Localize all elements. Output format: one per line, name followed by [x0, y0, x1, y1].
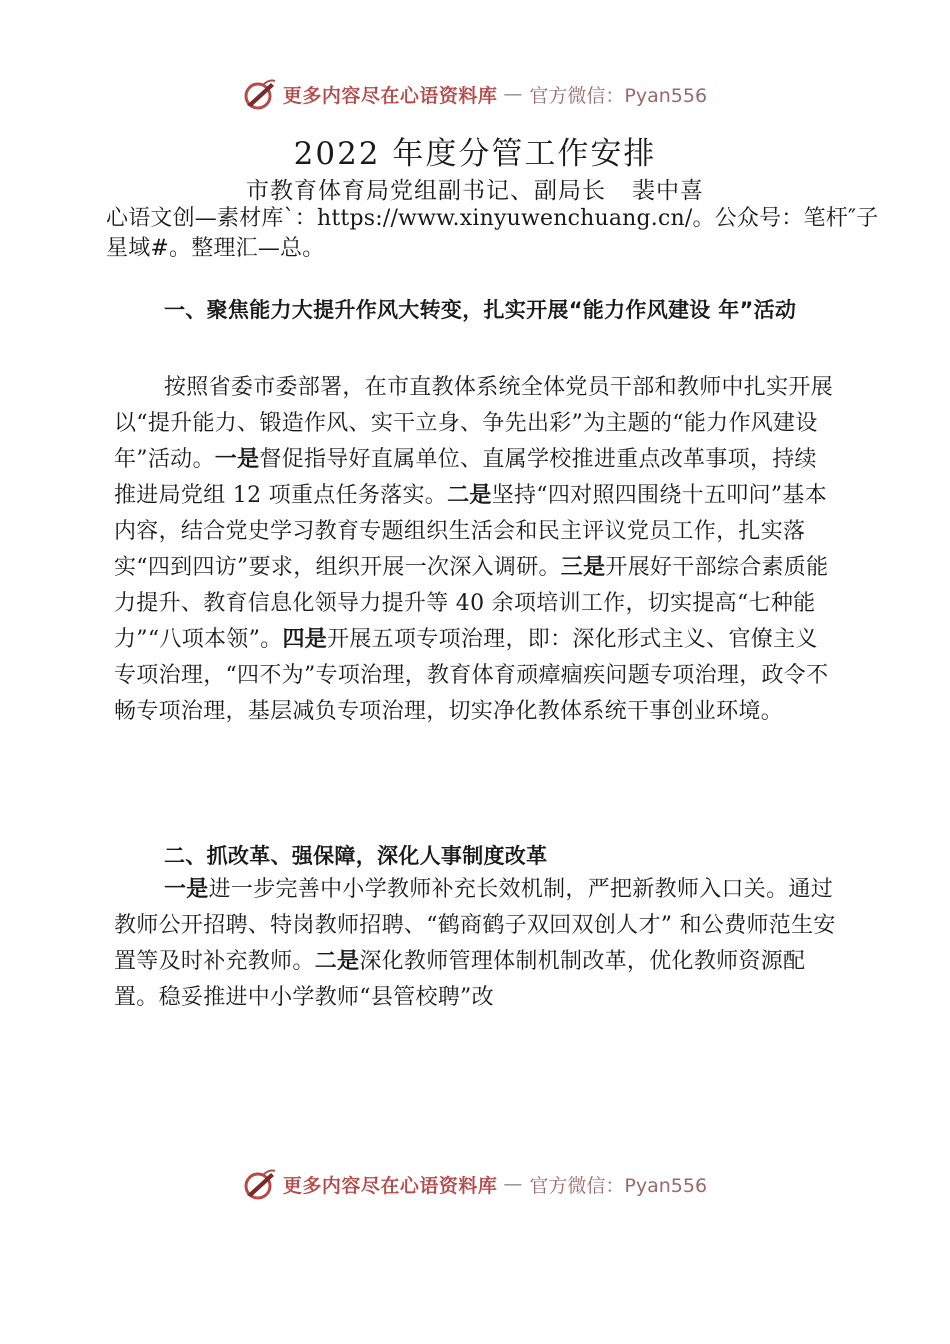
item-marker: 二是	[447, 483, 492, 508]
watermark-separator: —	[503, 1173, 524, 1195]
item-text: 进一步完善中小学教师补充长效机制，严把新教师入口关。通过教师公开招聘、特岗教师招聘、“鹤商鹤子双回双创人才” 和公费师范生安置等及时补充教师。	[114, 877, 836, 974]
item-marker: 二是	[314, 949, 360, 974]
source-note: 心语文创—素材库`：https://www.xinyuwenchuang.cn/。公众号：笔杆″子星域#。整理汇—总。	[106, 206, 879, 261]
item-marker: 四是	[282, 627, 328, 652]
item-marker: 三是	[560, 555, 606, 580]
section-2-paragraph	[114, 872, 836, 1016]
ink-brush-logo-icon	[243, 77, 277, 111]
section-1-intro: 按照省委市委部署，在市直教体系统全体党员干部和教师中扎实开展以“提升能力、锻造作风、实干立身、争先出彩”为主题的“能力作风建设年”活动。	[114, 375, 834, 472]
item-marker: 一是	[214, 447, 260, 472]
ink-brush-logo-icon	[243, 1167, 277, 1201]
watermark-footer	[0, 1164, 950, 1204]
item-text: 坚持“四对照四围绕十五叩问”基本内容，结合党史学习教育专题组织生活会和民主评议党员工作，扎实落实“四到四访”要求，组织开展一次深入调研。	[114, 483, 827, 580]
watermark-contact: 官方微信：Pyan556	[529, 84, 708, 107]
watermark-header	[0, 74, 950, 114]
section-2-heading: 二、抓改革、强保障，深化人事制度改革	[164, 844, 548, 868]
section-1-heading: 一、聚焦能力大提升作风大转变，扎实开展“能力作风建设 年”活动	[164, 298, 797, 322]
watermark-text: 更多内容尽在心语资料库	[282, 84, 498, 107]
item-marker: 一是	[164, 877, 209, 902]
author-name: 裴中喜	[632, 178, 704, 204]
author-role: 市教育体育局党组副书记、副局长	[246, 178, 606, 204]
item-text: 开展五项专项治理，即：深化形式主义、官僚主义专项治理，“四不为”专项治理，教育体育顽瘴痼疾问题专项治理，政令不畅专项治理，基层减负专项治理，切实净化教体系统干事创业环境。	[114, 627, 829, 724]
item-text: 深化教师管理体制机制改革，优化教师资源配置。稳妥推进中小学教师“县管校聘”改	[114, 949, 806, 1010]
watermark-contact: 官方微信：Pyan556	[529, 1174, 708, 1197]
section-1-paragraph	[114, 370, 836, 730]
item-text: 开展好干部综合素质能力提升、教育信息化领导力提升等 40 余项培训工作，切实提高“七种能力”“八项本领”。	[114, 555, 829, 652]
watermark-separator: —	[503, 83, 524, 105]
watermark-text: 更多内容尽在心语资料库	[282, 1174, 498, 1197]
item-text: 督促指导好直属单位、直属学校推进重点改革事项，持续推进局党组 12 项重点任务落实。	[114, 447, 817, 508]
document-author-line	[0, 172, 950, 205]
document-title: 2022 年度分管工作安排	[293, 136, 657, 172]
